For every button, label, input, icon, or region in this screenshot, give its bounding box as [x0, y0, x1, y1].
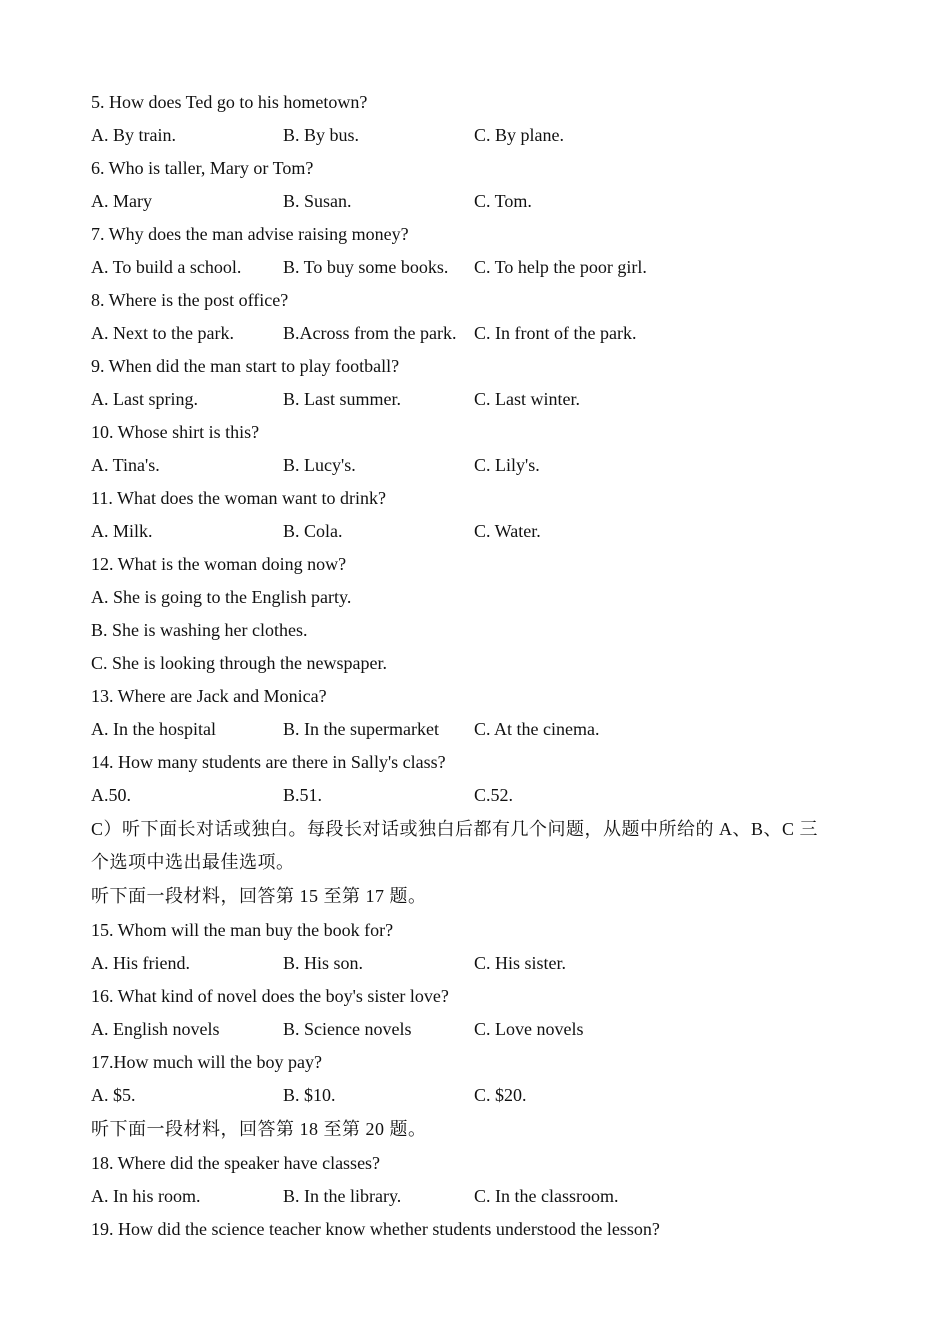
- question-16: 16. What kind of novel does the boy's sister love?: [91, 986, 449, 1006]
- question-19: 19. How did the science teacher know whether students understood the lesson?: [91, 1219, 660, 1239]
- q12-option-c: C. She is looking through the newspaper.: [91, 653, 387, 673]
- q15-option-c: C. His sister.: [474, 953, 567, 973]
- q7-option-c: C. To help the poor girl.: [474, 257, 647, 277]
- q7-option-a: A. To build a school.: [91, 257, 242, 277]
- q11-option-c: C. Water.: [474, 521, 541, 541]
- q18-option-a: A. In his room.: [91, 1186, 201, 1206]
- q8-option-a: A. Next to the park.: [91, 323, 234, 343]
- question-17: 17.How much will the boy pay?: [91, 1052, 322, 1072]
- q12-option-a: A. She is going to the English party.: [91, 587, 352, 607]
- q11-option-b: B. Cola.: [283, 521, 343, 541]
- question-11: 11. What does the woman want to drink?: [91, 488, 386, 508]
- q14-option-b: B.51.: [283, 785, 323, 805]
- question-5: 5. How does Ted go to his hometown?: [91, 92, 368, 112]
- q12-option-b: B. She is washing her clothes.: [91, 620, 308, 640]
- q18-option-b: B. In the library.: [283, 1186, 402, 1206]
- material-heading-2: 听下面一段材料，回答第 18 至第 20 题。: [91, 1119, 427, 1139]
- q15-option-b: B. His son.: [283, 953, 364, 973]
- question-12: 12. What is the woman doing now?: [91, 554, 347, 574]
- q5-option-c: C. By plane.: [474, 125, 564, 145]
- q16-option-c: C. Love novels: [474, 1019, 584, 1039]
- material-heading-1: 听下面一段材料，回答第 15 至第 17 题。: [91, 886, 427, 906]
- q9-option-b: B. Last summer.: [283, 389, 401, 409]
- q13-option-b: B. In the supermarket: [283, 719, 439, 739]
- q8-option-c: C. In front of the park.: [474, 323, 637, 343]
- q9-option-a: A. Last spring.: [91, 389, 198, 409]
- q6-option-c: C. Tom.: [474, 191, 532, 211]
- question-6: 6. Who is taller, Mary or Tom?: [91, 158, 314, 178]
- q9-option-c: C. Last winter.: [474, 389, 580, 409]
- q5-option-a: A. By train.: [91, 125, 176, 145]
- q10-option-c: C. Lily's.: [474, 455, 540, 475]
- q17-option-a: A. $5.: [91, 1085, 136, 1105]
- q13-option-a: A. In the hospital: [91, 719, 216, 739]
- q10-option-a: A. Tina's.: [91, 455, 160, 475]
- q6-option-a: A. Mary: [91, 191, 152, 211]
- q6-option-b: B. Susan.: [283, 191, 352, 211]
- section-c-instruction-cont: 个选项中选出最佳选项。: [91, 852, 295, 872]
- q17-option-c: C. $20.: [474, 1085, 527, 1105]
- q16-option-a: A. English novels: [91, 1019, 220, 1039]
- question-10: 10. Whose shirt is this?: [91, 422, 260, 442]
- section-c-instruction: C）听下面长对话或独白。每段长对话或独白后都有几个问题，从题中所给的 A、B、C 三: [91, 819, 819, 839]
- question-14: 14. How many students are there in Sally's class?: [91, 752, 446, 772]
- q15-option-a: A. His friend.: [91, 953, 190, 973]
- q14-option-a: A.50.: [91, 785, 131, 805]
- question-13: 13. Where are Jack and Monica?: [91, 686, 327, 706]
- question-18: 18. Where did the speaker have classes?: [91, 1153, 381, 1173]
- question-8: 8. Where is the post office?: [91, 290, 289, 310]
- q17-option-b: B. $10.: [283, 1085, 336, 1105]
- question-15: 15. Whom will the man buy the book for?: [91, 920, 394, 940]
- q11-option-a: A. Milk.: [91, 521, 153, 541]
- q5-option-b: B. By bus.: [283, 125, 360, 145]
- question-9: 9. When did the man start to play football?: [91, 356, 400, 376]
- question-7: 7. Why does the man advise raising money?: [91, 224, 409, 244]
- q13-option-c: C. At the cinema.: [474, 719, 600, 739]
- q18-option-c: C. In the classroom.: [474, 1186, 619, 1206]
- q16-option-b: B. Science novels: [283, 1019, 412, 1039]
- q8-option-b: B.Across from the park.: [283, 323, 457, 343]
- q10-option-b: B. Lucy's.: [283, 455, 356, 475]
- q14-option-c: C.52.: [474, 785, 514, 805]
- q7-option-b: B. To buy some books.: [283, 257, 449, 277]
